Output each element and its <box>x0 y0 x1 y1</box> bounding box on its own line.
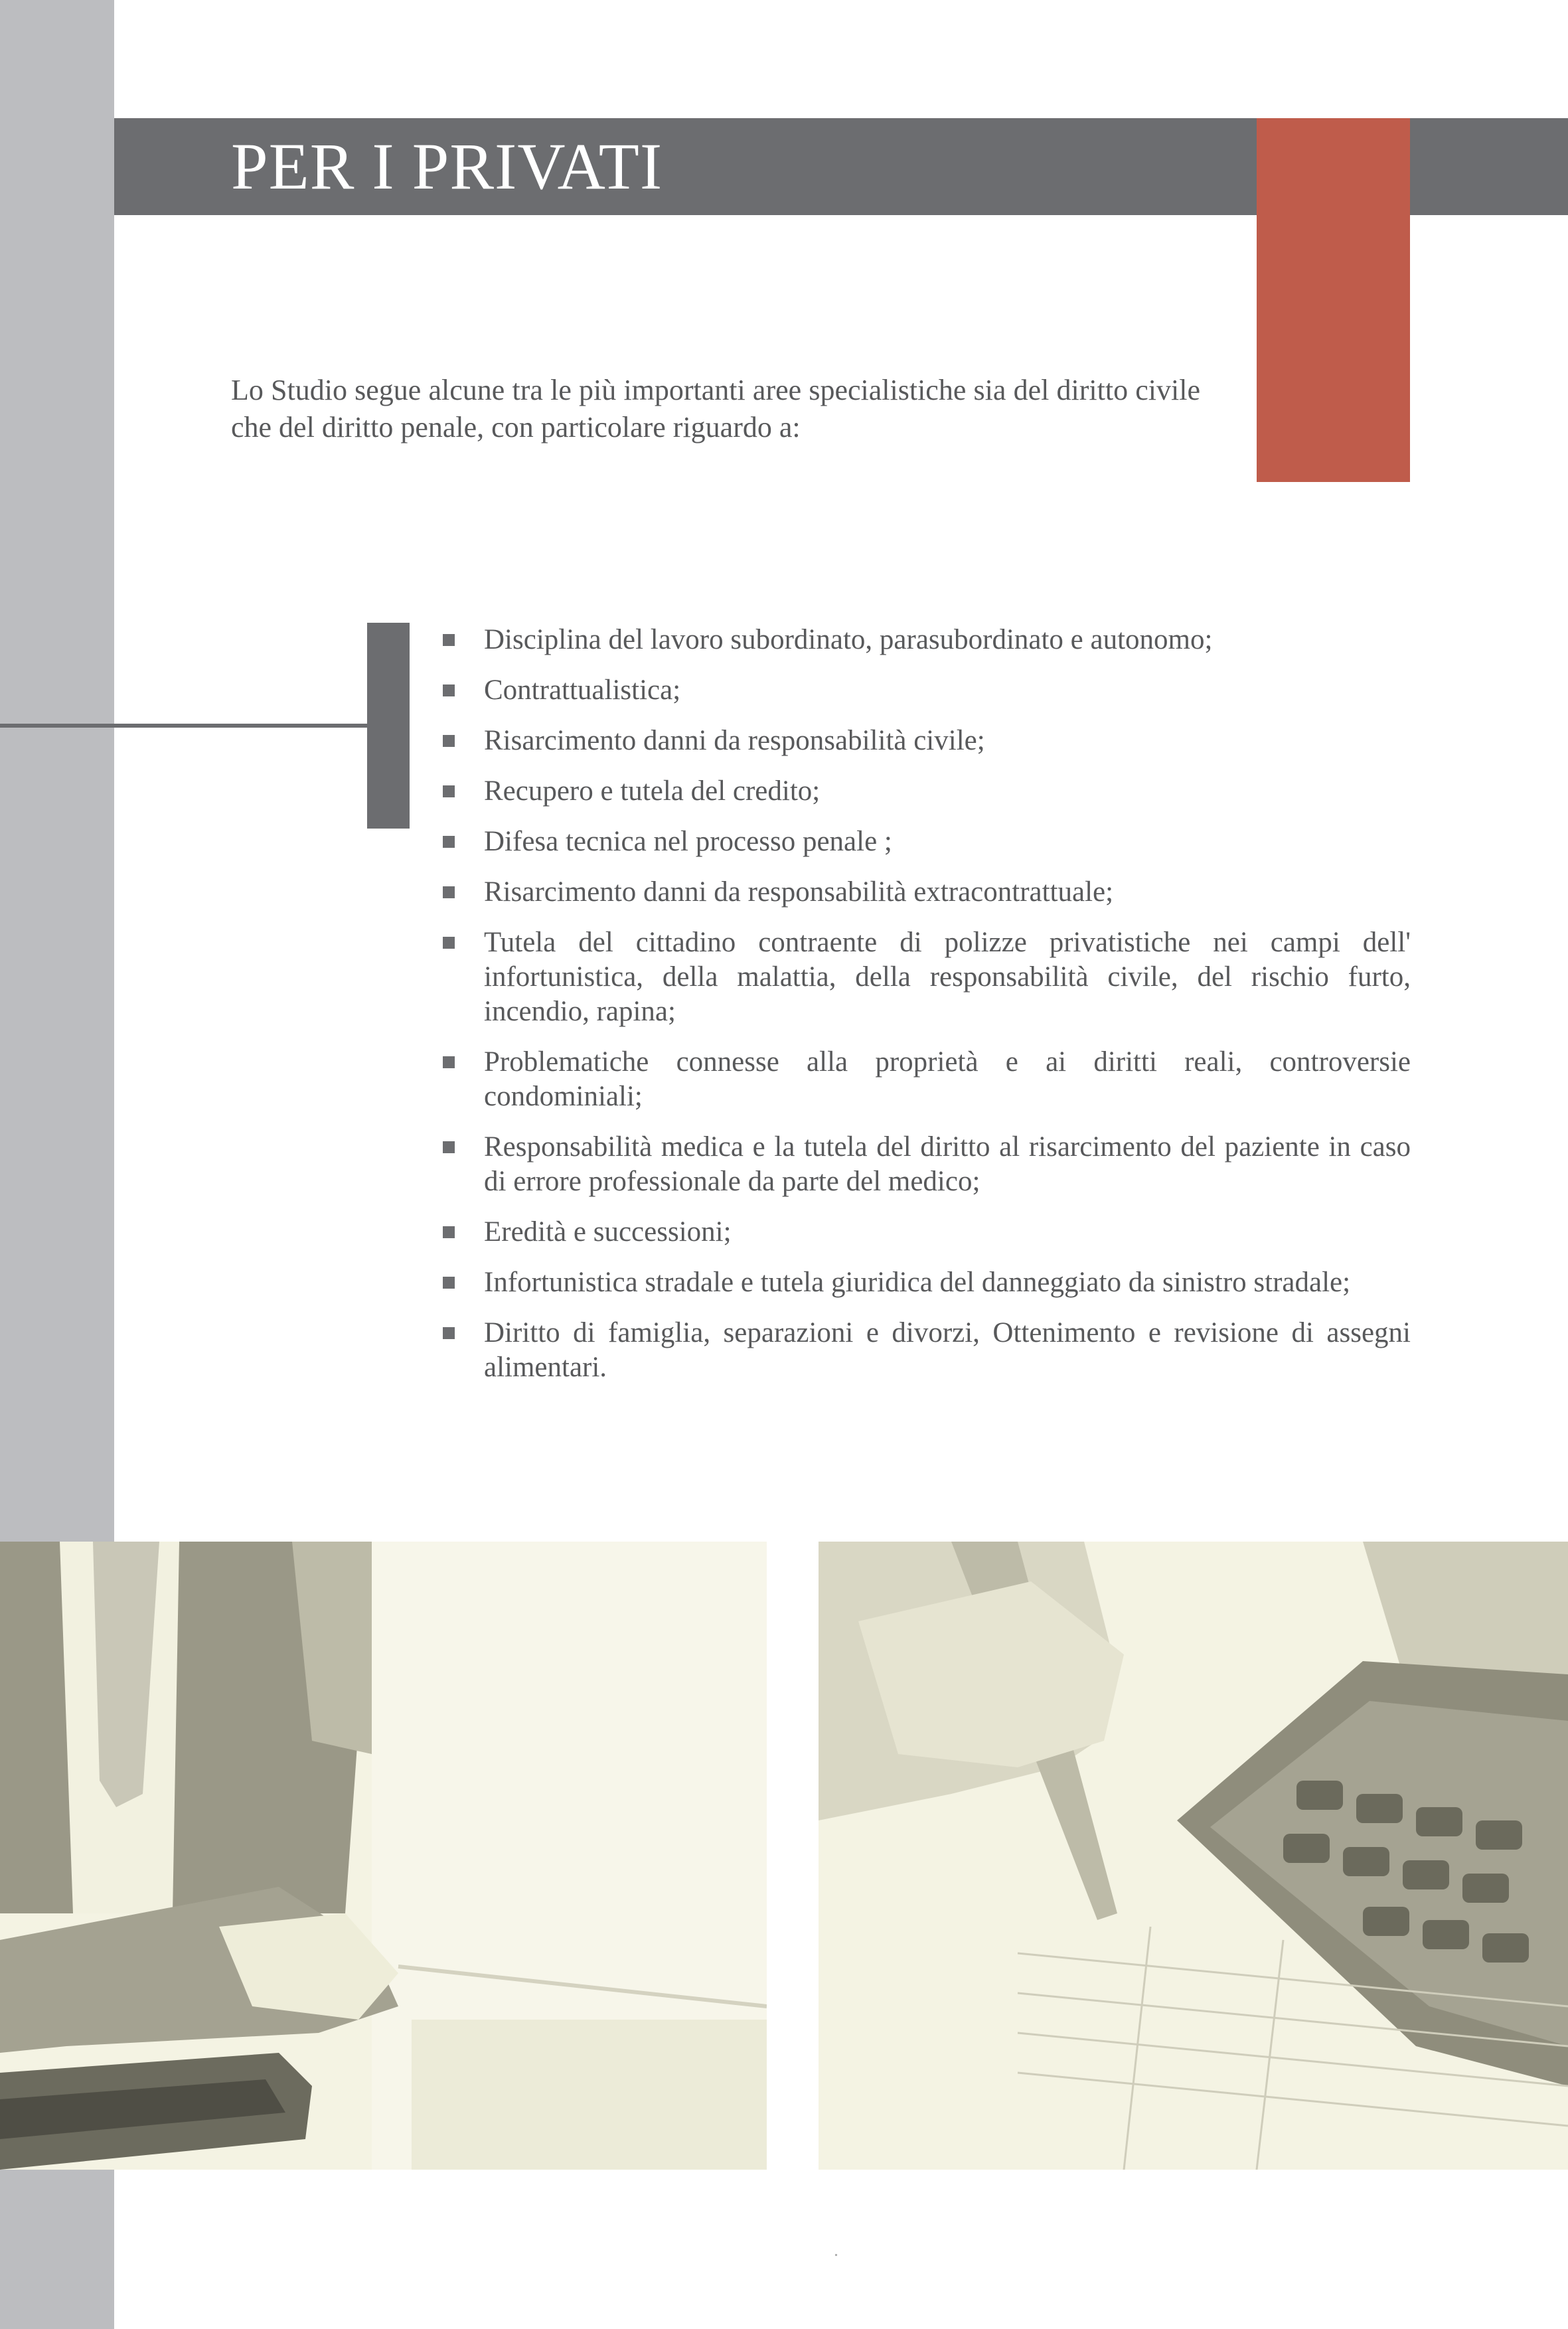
connector-vertical-bar <box>367 623 410 829</box>
square-bullet-icon <box>443 937 455 949</box>
accent-red-block <box>1257 118 1410 482</box>
list-item <box>440 623 1411 657</box>
list-item-text: Problematiche connesse alla proprietà e ai diritti reali, controversie condominiali; <box>484 1046 1411 1112</box>
list-item <box>440 875 1411 910</box>
list-item <box>440 1130 1411 1199</box>
square-bullet-icon <box>443 634 455 646</box>
list-item <box>440 1265 1411 1300</box>
list-item-text: Disciplina del lavoro subordinato, parasubordinato e autonomo; <box>484 624 1213 655</box>
list-item <box>440 673 1411 708</box>
photo-calculator-writing-illustration <box>819 1542 1568 2170</box>
list-item-text: Recupero e tutela del credito; <box>484 775 821 807</box>
list-item-text: Risarcimento danni da responsabilità civile; <box>484 725 985 756</box>
intro-paragraph: Lo Studio segue alcune tra le più importanti aree specialistiche sia del diritto civile che del diritto penale, con particolare riguardo a: <box>231 374 1200 443</box>
page-title: PER I PRIVATI <box>231 129 663 203</box>
practice-areas-list <box>440 623 1411 1401</box>
list-item <box>440 1045 1411 1114</box>
list-item-text: Eredità e successioni; <box>484 1216 732 1247</box>
list-item <box>440 825 1411 859</box>
square-bullet-icon <box>443 1141 455 1153</box>
connector-line <box>0 724 367 728</box>
square-bullet-icon <box>443 785 455 797</box>
square-bullet-icon <box>443 684 455 696</box>
square-bullet-icon <box>443 1327 455 1339</box>
square-bullet-icon <box>443 1226 455 1238</box>
list-item-text: Responsabilità medica e la tutela del diritto al risarcimento del paziente in caso di errore professionale da parte del medico; <box>484 1131 1411 1197</box>
list-item-text: Diritto di famiglia, separazioni e divorzi, Ottenimento e revisione di assegni alimentari. <box>484 1317 1411 1383</box>
square-bullet-icon <box>443 1277 455 1289</box>
list-item-text: Tutela del cittadino contraente di polizze privatistiche nei campi dell' infortunistica, della malattia, della responsabilità civile, del rischio furto, incendio, rapina; <box>484 927 1411 1027</box>
left-gray-strip-bottom <box>0 2170 114 2329</box>
list-item <box>440 1316 1411 1385</box>
photo-calculator-writing <box>819 1542 1568 2170</box>
list-item-text: Difesa tecnica nel processo penale ; <box>484 826 892 857</box>
list-item-text: Contrattualistica; <box>484 675 681 706</box>
list-item <box>440 774 1411 809</box>
square-bullet-icon <box>443 735 455 747</box>
list-item <box>440 925 1411 1029</box>
page-dot <box>835 2254 837 2256</box>
list-item-text: Infortunistica stradale e tutela giuridica del danneggiato da sinistro stradale; <box>484 1267 1351 1298</box>
list-item <box>440 1215 1411 1249</box>
list-item <box>440 724 1411 758</box>
square-bullet-icon <box>443 836 455 848</box>
photo-business-meeting <box>0 1542 767 2170</box>
list-item-text: Risarcimento danni da responsabilità extracontrattuale; <box>484 876 1114 908</box>
square-bullet-icon <box>443 886 455 898</box>
square-bullet-icon <box>443 1056 455 1068</box>
left-gray-strip <box>0 0 114 1542</box>
photo-business-meeting-illustration <box>0 1542 767 2170</box>
